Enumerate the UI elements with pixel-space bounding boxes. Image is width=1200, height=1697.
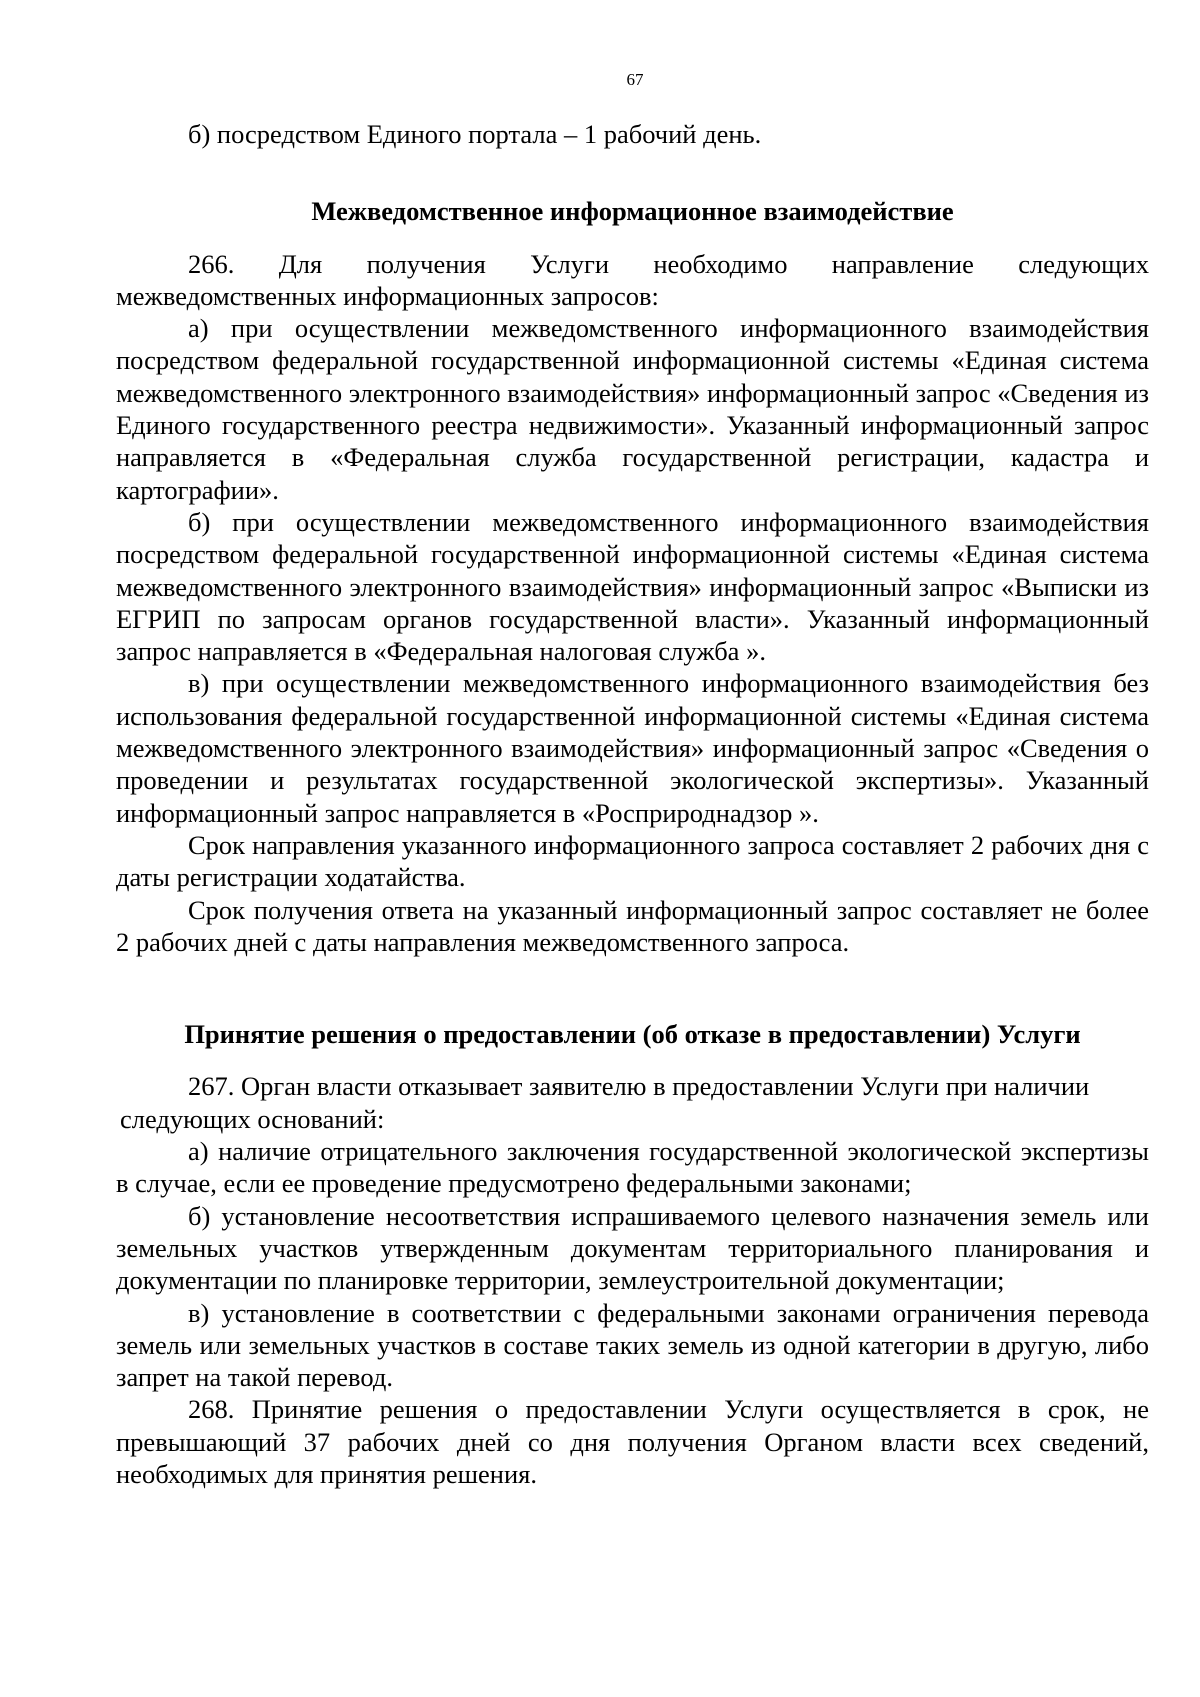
- paragraph-request-term: Срок направления указанного информационного запроса составляет 2 рабочих дня с даты регистрации ходатайства.: [116, 829, 1149, 893]
- paragraph-response-term: Срок получения ответа на указанный информационный запрос составляет не более 2 рабочих дней с даты направления межведомственного запроса.: [116, 894, 1149, 957]
- paragraph-266-a: а) при осуществлении межведомственного информационного взаимодействия посредством федеральной государственной информационной системы «Единая система межведомственного электронного взаимодействия» информационный запрос «Сведения из Единого государственного реестра недвижимости». Указанный информационный запрос направляется в «Федеральная служба государственной регистрации, кадастра и картографии».: [116, 313, 1149, 505]
- paragraph-268: 268. Принятие решения о предоставлении Услуги осуществляется в срок, не превышающий 37 рабочих дней со дня получения Органом власти всех сведений, необходимых для принятия решения.: [116, 1394, 1149, 1489]
- paragraph-267-v: в) установление в соответствии с федеральными законами ограничения перевода земель или земельных участков в составе таких земель из одной категории в другую, либо запрет на такой перевод.: [116, 1297, 1149, 1393]
- page-number: 67: [626, 70, 644, 89]
- paragraph-266: 266. Для получения Услуги необходимо направление следующих межведомственных информационных запросов:: [116, 248, 1149, 311]
- paragraph-267-continuation: следующих оснований:: [120, 1103, 385, 1134]
- paragraph-267-b: б) установление несоответствия испрашиваемого целевого назначения земель или земельных участков утвержденным документам территориального планирования и документации по планировке территории, землеустроительной документации;: [116, 1200, 1149, 1296]
- paragraph-266-b: б) при осуществлении межведомственного информационного взаимодействия посредством федеральной государственной информационной системы «Единая система межведомственного электронного взаимодействия» информационный запрос «Выписки из ЕГРИП по запросам органов государственной власти». Указанный информационный запрос направляется в «Федеральная налоговая служба ».: [116, 506, 1149, 667]
- paragraph-intro-b: б) посредством Единого портала – 1 рабочий день.: [188, 119, 762, 149]
- paragraph-267: [116, 1070, 1149, 1135]
- paragraph-267-a: а) наличие отрицательного заключения государственной экологической экспертизы в случае, если ее проведение предусмотрено федеральными законами;: [116, 1136, 1149, 1199]
- paragraph-266-v: в) при осуществлении межведомственного информационного взаимодействия без использования федеральной государственной информационной системы «Единая система межведомственного электронного взаимодействия» информационный запрос «Сведения о проведении и результатах государственной экологической экспертизы». Указанный информационный запрос направляется в «Росприроднадзор ».: [116, 668, 1149, 828]
- document-body: [116, 118, 1149, 1490]
- paragraph-267-first-line: 267. Орган власти отказывает заявителю в предоставлении Услуги при наличии: [188, 1071, 1090, 1102]
- section-heading-interagency: Межведомственное информационное взаимодействие: [311, 196, 954, 227]
- section-heading-decision: Принятие решения о предоставлении (об отказе в предоставлении) Услуги: [184, 1019, 1081, 1050]
